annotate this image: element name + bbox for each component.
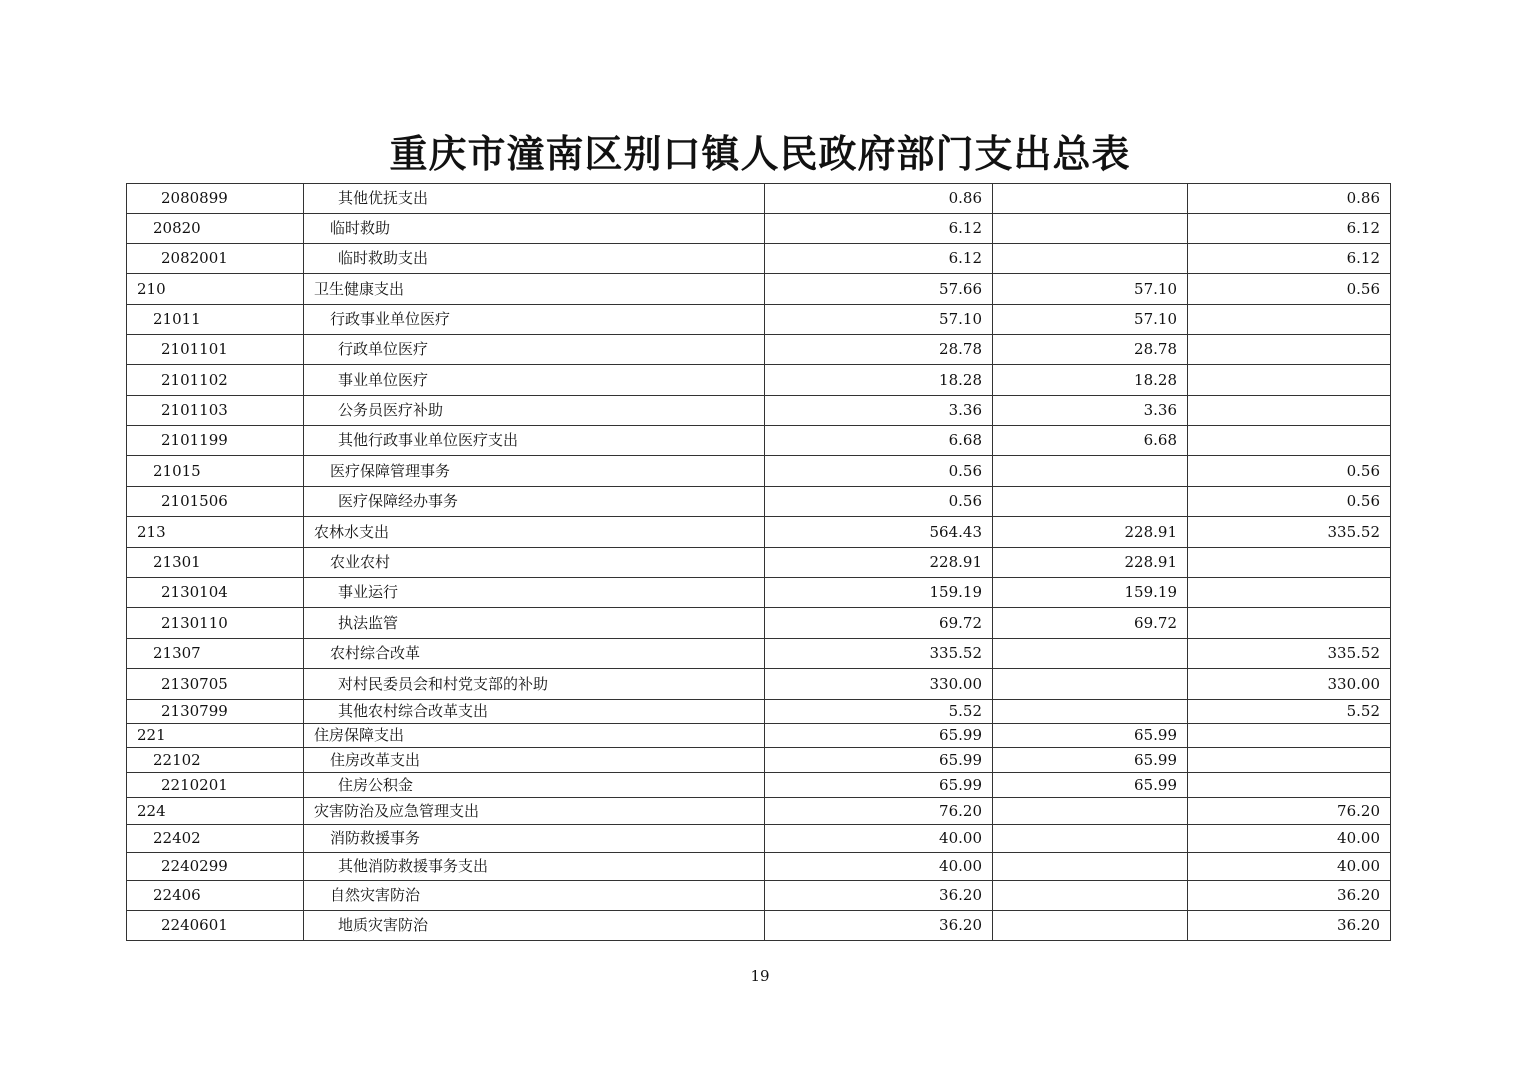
basic-expenditure-cell xyxy=(993,487,1188,517)
table-row xyxy=(127,335,1391,365)
project-expenditure-cell xyxy=(1188,365,1391,396)
project-expenditure-cell xyxy=(1188,305,1391,335)
basic-expenditure-cell: 18.28 xyxy=(993,365,1188,396)
basic-expenditure-cell: 57.10 xyxy=(993,274,1188,305)
subject-code-cell: 22402 xyxy=(127,825,304,853)
table-row xyxy=(127,184,1391,214)
subject-code-cell: 21307 xyxy=(127,639,304,669)
subject-code-cell: 21015 xyxy=(127,456,304,487)
subject-code-cell: 2101506 xyxy=(127,487,304,517)
basic-expenditure-cell xyxy=(993,853,1188,881)
total-amount-cell: 330.00 xyxy=(765,669,993,700)
subject-code-cell: 2082001 xyxy=(127,244,304,274)
total-amount-cell: 28.78 xyxy=(765,335,993,365)
table-row xyxy=(127,365,1391,396)
basic-expenditure-cell: 28.78 xyxy=(993,335,1188,365)
basic-expenditure-cell xyxy=(993,798,1188,825)
page-title: 重庆市潼南区别口镇人民政府部门支出总表 xyxy=(389,131,1131,176)
subject-name-cell: 住房公积金 xyxy=(304,773,765,798)
basic-expenditure-cell xyxy=(993,881,1188,911)
table-row xyxy=(127,639,1391,669)
subject-code-cell: 2240299 xyxy=(127,853,304,881)
subject-code-cell: 2101101 xyxy=(127,335,304,365)
total-amount-cell: 0.56 xyxy=(765,456,993,487)
subject-name-cell: 农村综合改革 xyxy=(304,639,765,669)
subject-name-cell: 医疗保障管理事务 xyxy=(304,456,765,487)
table-row xyxy=(127,517,1391,548)
subject-name-cell: 自然灾害防治 xyxy=(304,881,765,911)
subject-code-cell: 2130110 xyxy=(127,608,304,639)
basic-expenditure-cell: 6.68 xyxy=(993,426,1188,456)
table-row xyxy=(127,214,1391,244)
total-amount-cell: 65.99 xyxy=(765,724,993,748)
subject-name-cell: 住房改革支出 xyxy=(304,748,765,773)
basic-expenditure-cell: 228.91 xyxy=(993,548,1188,578)
subject-code-cell: 2240601 xyxy=(127,911,304,941)
table-row xyxy=(127,724,1391,748)
project-expenditure-cell: 330.00 xyxy=(1188,669,1391,700)
basic-expenditure-cell: 65.99 xyxy=(993,724,1188,748)
project-expenditure-cell: 0.86 xyxy=(1188,184,1391,214)
basic-expenditure-cell xyxy=(993,669,1188,700)
project-expenditure-cell xyxy=(1188,426,1391,456)
total-amount-cell: 564.43 xyxy=(765,517,993,548)
table-row xyxy=(127,825,1391,853)
project-expenditure-cell: 335.52 xyxy=(1188,517,1391,548)
subject-code-cell: 221 xyxy=(127,724,304,748)
expenditure-table xyxy=(126,183,1391,941)
subject-code-cell: 2210201 xyxy=(127,773,304,798)
total-amount-cell: 69.72 xyxy=(765,608,993,639)
project-expenditure-cell: 76.20 xyxy=(1188,798,1391,825)
subject-name-cell: 事业运行 xyxy=(304,578,765,608)
project-expenditure-cell xyxy=(1188,578,1391,608)
basic-expenditure-cell: 159.19 xyxy=(993,578,1188,608)
project-expenditure-cell: 36.20 xyxy=(1188,911,1391,941)
project-expenditure-cell: 0.56 xyxy=(1188,487,1391,517)
subject-code-cell: 2130104 xyxy=(127,578,304,608)
subject-name-cell: 执法监管 xyxy=(304,608,765,639)
basic-expenditure-cell xyxy=(993,639,1188,669)
table-row xyxy=(127,426,1391,456)
subject-name-cell: 临时救助支出 xyxy=(304,244,765,274)
table-row xyxy=(127,578,1391,608)
subject-code-cell: 22406 xyxy=(127,881,304,911)
total-amount-cell: 76.20 xyxy=(765,798,993,825)
total-amount-cell: 36.20 xyxy=(765,881,993,911)
subject-code-cell: 224 xyxy=(127,798,304,825)
table-row xyxy=(127,305,1391,335)
project-expenditure-cell: 0.56 xyxy=(1188,274,1391,305)
total-amount-cell: 65.99 xyxy=(765,748,993,773)
subject-code-cell: 2130799 xyxy=(127,700,304,724)
total-amount-cell: 335.52 xyxy=(765,639,993,669)
project-expenditure-cell xyxy=(1188,608,1391,639)
table-row xyxy=(127,244,1391,274)
table-row xyxy=(127,881,1391,911)
table-row xyxy=(127,798,1391,825)
basic-expenditure-cell: 69.72 xyxy=(993,608,1188,639)
total-amount-cell: 6.12 xyxy=(765,214,993,244)
table-row xyxy=(127,487,1391,517)
subject-name-cell: 农业农村 xyxy=(304,548,765,578)
total-amount-cell: 40.00 xyxy=(765,853,993,881)
subject-code-cell: 2101103 xyxy=(127,396,304,426)
project-expenditure-cell xyxy=(1188,548,1391,578)
basic-expenditure-cell: 65.99 xyxy=(993,773,1188,798)
subject-name-cell: 临时救助 xyxy=(304,214,765,244)
subject-code-cell: 213 xyxy=(127,517,304,548)
basic-expenditure-cell xyxy=(993,214,1188,244)
subject-name-cell: 医疗保障经办事务 xyxy=(304,487,765,517)
total-amount-cell: 36.20 xyxy=(765,911,993,941)
total-amount-cell: 3.36 xyxy=(765,396,993,426)
basic-expenditure-cell: 228.91 xyxy=(993,517,1188,548)
subject-name-cell: 其他农村综合改革支出 xyxy=(304,700,765,724)
project-expenditure-cell xyxy=(1188,748,1391,773)
subject-code-cell: 20820 xyxy=(127,214,304,244)
table-row xyxy=(127,700,1391,724)
total-amount-cell: 0.56 xyxy=(765,487,993,517)
subject-code-cell: 21301 xyxy=(127,548,304,578)
project-expenditure-cell: 40.00 xyxy=(1188,825,1391,853)
subject-name-cell: 其他优抚支出 xyxy=(304,184,765,214)
total-amount-cell: 159.19 xyxy=(765,578,993,608)
total-amount-cell: 57.66 xyxy=(765,274,993,305)
subject-name-cell: 行政事业单位医疗 xyxy=(304,305,765,335)
project-expenditure-cell: 5.52 xyxy=(1188,700,1391,724)
total-amount-cell: 40.00 xyxy=(765,825,993,853)
table-row xyxy=(127,548,1391,578)
total-amount-cell: 65.99 xyxy=(765,773,993,798)
subject-name-cell: 消防救援事务 xyxy=(304,825,765,853)
table-row xyxy=(127,911,1391,941)
subject-name-cell: 事业单位医疗 xyxy=(304,365,765,396)
project-expenditure-cell xyxy=(1188,773,1391,798)
table-row xyxy=(127,669,1391,700)
subject-code-cell: 21011 xyxy=(127,305,304,335)
basic-expenditure-cell: 65.99 xyxy=(993,748,1188,773)
basic-expenditure-cell: 3.36 xyxy=(993,396,1188,426)
basic-expenditure-cell xyxy=(993,700,1188,724)
subject-name-cell: 公务员医疗补助 xyxy=(304,396,765,426)
total-amount-cell: 228.91 xyxy=(765,548,993,578)
basic-expenditure-cell xyxy=(993,184,1188,214)
subject-code-cell: 2130705 xyxy=(127,669,304,700)
basic-expenditure-cell xyxy=(993,825,1188,853)
subject-name-cell: 地质灾害防治 xyxy=(304,911,765,941)
subject-name-cell: 其他行政事业单位医疗支出 xyxy=(304,426,765,456)
total-amount-cell: 0.86 xyxy=(765,184,993,214)
subject-name-cell: 灾害防治及应急管理支出 xyxy=(304,798,765,825)
total-amount-cell: 6.68 xyxy=(765,426,993,456)
project-expenditure-cell: 6.12 xyxy=(1188,244,1391,274)
total-amount-cell: 18.28 xyxy=(765,365,993,396)
subject-name-cell: 卫生健康支出 xyxy=(304,274,765,305)
basic-expenditure-cell xyxy=(993,456,1188,487)
basic-expenditure-cell xyxy=(993,244,1188,274)
table-row xyxy=(127,396,1391,426)
table-row xyxy=(127,773,1391,798)
project-expenditure-cell: 36.20 xyxy=(1188,881,1391,911)
project-expenditure-cell: 0.56 xyxy=(1188,456,1391,487)
table-row xyxy=(127,274,1391,305)
subject-name-cell: 住房保障支出 xyxy=(304,724,765,748)
page-number: 19 xyxy=(750,967,770,985)
subject-name-cell: 农林水支出 xyxy=(304,517,765,548)
table-body xyxy=(127,184,1391,941)
subject-code-cell: 210 xyxy=(127,274,304,305)
subject-name-cell: 行政单位医疗 xyxy=(304,335,765,365)
subject-code-cell: 22102 xyxy=(127,748,304,773)
project-expenditure-cell xyxy=(1188,724,1391,748)
table-row xyxy=(127,748,1391,773)
total-amount-cell: 57.10 xyxy=(765,305,993,335)
project-expenditure-cell xyxy=(1188,335,1391,365)
subject-name-cell: 对村民委员会和村党支部的补助 xyxy=(304,669,765,700)
basic-expenditure-cell xyxy=(993,911,1188,941)
project-expenditure-cell: 40.00 xyxy=(1188,853,1391,881)
subject-code-cell: 2101199 xyxy=(127,426,304,456)
basic-expenditure-cell: 57.10 xyxy=(993,305,1188,335)
subject-name-cell: 其他消防救援事务支出 xyxy=(304,853,765,881)
project-expenditure-cell: 6.12 xyxy=(1188,214,1391,244)
table-row xyxy=(127,456,1391,487)
subject-code-cell: 2080899 xyxy=(127,184,304,214)
project-expenditure-cell xyxy=(1188,396,1391,426)
subject-code-cell: 2101102 xyxy=(127,365,304,396)
total-amount-cell: 5.52 xyxy=(765,700,993,724)
project-expenditure-cell: 335.52 xyxy=(1188,639,1391,669)
table-row xyxy=(127,608,1391,639)
table-row xyxy=(127,853,1391,881)
total-amount-cell: 6.12 xyxy=(765,244,993,274)
